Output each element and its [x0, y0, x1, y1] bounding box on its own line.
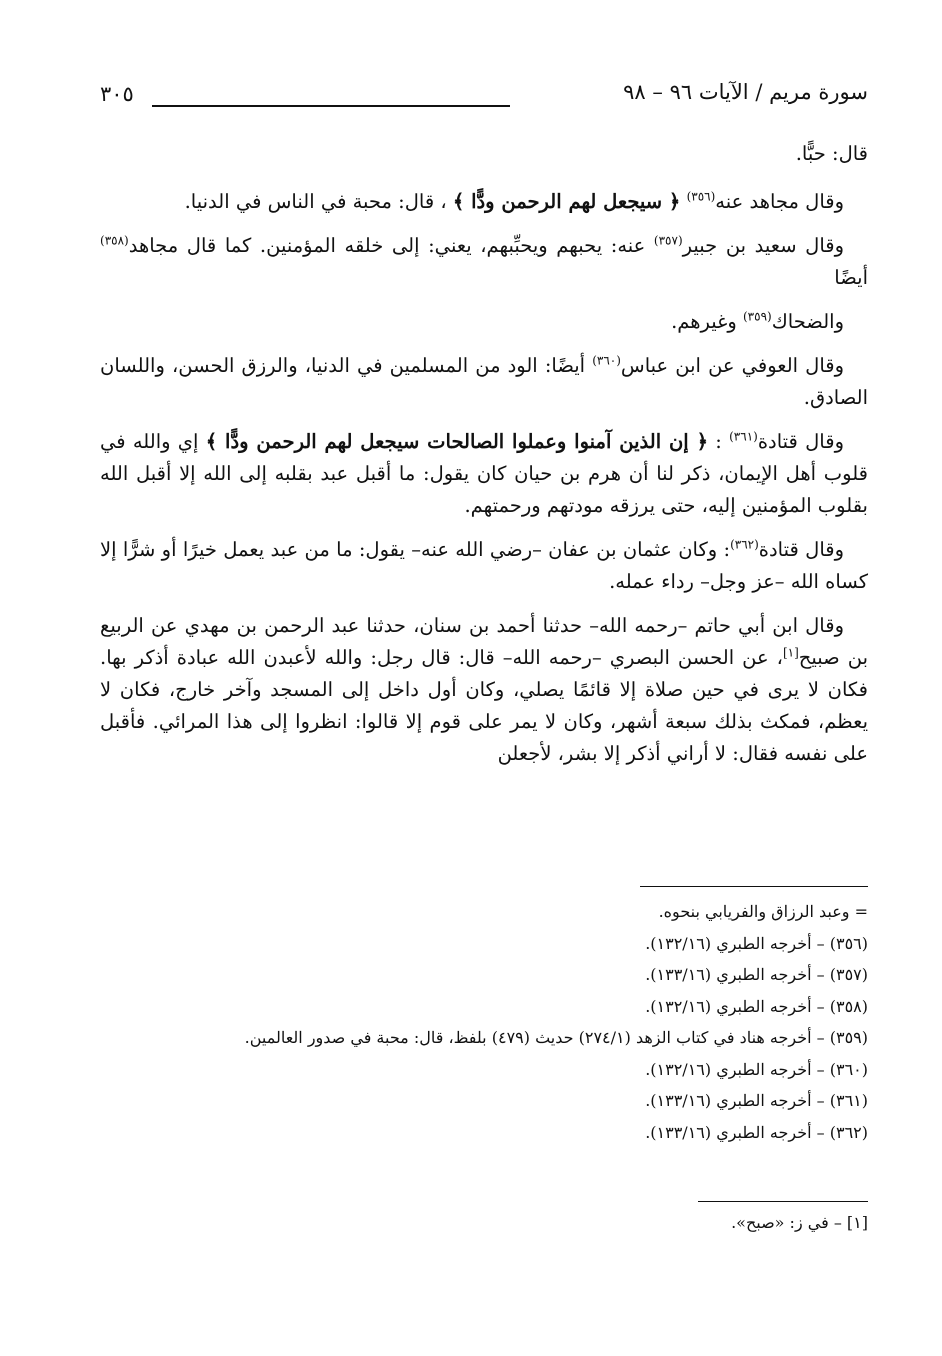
variant-note: [١] – في ز: «صبح».	[731, 1213, 868, 1232]
paragraph-7	[100, 534, 868, 598]
footnote-marker: (٣٦٢)	[730, 537, 759, 552]
paragraph-2	[100, 186, 868, 218]
footnote: (٣٥٧) – أخرجه الطبري (١٣٣/١٦).	[645, 965, 868, 984]
paragraph-text: عنه: يحبهم ويحبِّبهم، يعني: إلى خلقه المؤمنين. كما قال مجاهد	[128, 234, 646, 257]
paragraph-text: : وكان عثمان بن عفان –رضي الله عنه– يقول: ما من عبد يعمل خيرًا أو شرًّا إلا كساه الله –عز وجل– رداء عمله.	[100, 538, 868, 593]
quran-quote: ﴿ إن الذين آمنوا وعملوا الصالحات سيجعل لهم الرحمن ودًّا ﴾	[205, 430, 708, 453]
paragraph-text: قال: حبًّا.	[795, 142, 868, 165]
variant-marker: [١]	[782, 645, 799, 660]
footnote-marker: (٣٦١)	[729, 429, 758, 444]
footnote: (٣٥٩) – أخرجه هناد في كتاب الزهد (٢٧٤/١) حديث (٤٧٩) بلفظ، قال: محبة في صدور العالمين.	[244, 1028, 868, 1047]
paragraph-text: إي والله في قلوب أهل الإيمان، ذكر لنا أن هرم بن حيان كان يقول: ما أقبل عبد بقلبه إلى الله إلا أقبل الله بقلوب المؤمنين إليه، حتى يرزقه مودتهم ورحمتهم.	[100, 430, 868, 517]
paragraph-5	[100, 350, 868, 414]
paragraph-8	[100, 610, 868, 770]
footnotes	[100, 896, 868, 1148]
paragraph-text: ، عن الحسن البصري –رحمه الله– قال: قال رجل: والله لأعبدن الله عبادة أذكر بها. فكان لا يرى في حين صلاة إلا قائمًا يصلي، وكان أول داخل إلى المسجد وآخر خارج، فكان لا يعظم، فمكث بذلك سبعة أشهر، وكان لا يمر على قوم إلا قالوا: انظروا إلى هذا المرائي. فأقبل على نفسه فقال: لا أراني أذكر إلا بشر، لأجعلن	[100, 646, 868, 765]
paragraph-text: :	[715, 430, 722, 453]
paragraph-3	[100, 230, 868, 294]
paragraph-text: وقال ابن أبي حاتم –رحمه الله– حدثنا أحمد بن سنان، حدثنا عبد الرحمن بن مهدي عن الربيع بن صبيح	[100, 614, 868, 669]
paragraph-text: أيضًا	[834, 266, 868, 289]
paragraph-1	[100, 138, 868, 170]
paragraph-text: والضحاك	[771, 310, 844, 333]
footnote: (٣٥٨) – أخرجه الطبري (١٣٢/١٦).	[645, 996, 868, 1016]
header-rule	[152, 105, 510, 107]
paragraph-6	[100, 426, 868, 522]
footnote-marker: (٣٥٩)	[742, 309, 772, 324]
footnote-separator	[640, 886, 868, 887]
paragraph-text: ، قال: محبة في الناس في الدنيا.	[184, 190, 447, 213]
footnote: (٣٦١) – أخرجه الطبري (١٣٣/١٦).	[645, 1091, 868, 1110]
surah-title: سورة مريم / الآيات ٩٦ – ٩٨	[623, 80, 868, 104]
footnote-marker: (٣٥٧)	[653, 233, 683, 248]
paragraph-text: وقال العوفي عن ابن عباس	[620, 354, 844, 377]
paragraph-text: وغيرهم.	[671, 310, 737, 333]
paragraph-text: وقال قتادة	[757, 430, 844, 453]
variant-separator	[698, 1201, 868, 1202]
paragraph-4	[100, 306, 868, 338]
paragraph-text: أيضًا: الود من المسلمين في الدنيا، والرزق الحسن، واللسان الصادق.	[100, 354, 868, 409]
footnote-marker: (٣٥٨)	[100, 233, 129, 248]
paragraph-text: وقال سعيد بن جبير	[682, 234, 844, 257]
running-header	[100, 78, 868, 118]
paragraph-text: وقال مجاهد عنه	[715, 190, 844, 213]
quran-quote: ﴿ سيجعل لهم الرحمن ودًّا ﴾	[452, 190, 681, 213]
footnote: (٣٥٦) – أخرجه الطبري (١٣٢/١٦).	[645, 933, 868, 953]
footnote: (٣٦٠) – أخرجه الطبري (١٣٢/١٦).	[645, 1059, 868, 1079]
main-text	[100, 138, 868, 782]
paragraph-text: وقال قتادة	[758, 538, 844, 561]
footnote-marker: (٣٥٦)	[686, 189, 716, 204]
book-page	[100, 78, 868, 1328]
footnote-marker: (٣٦٠)	[592, 353, 621, 368]
textual-variants	[100, 1208, 868, 1238]
page-number: ٣٠٥	[100, 82, 134, 106]
footnote: (٣٦٢) – أخرجه الطبري (١٣٣/١٦).	[645, 1122, 868, 1142]
footnote: = وعبد الرزاق والفريابي بنحوه.	[658, 902, 868, 921]
